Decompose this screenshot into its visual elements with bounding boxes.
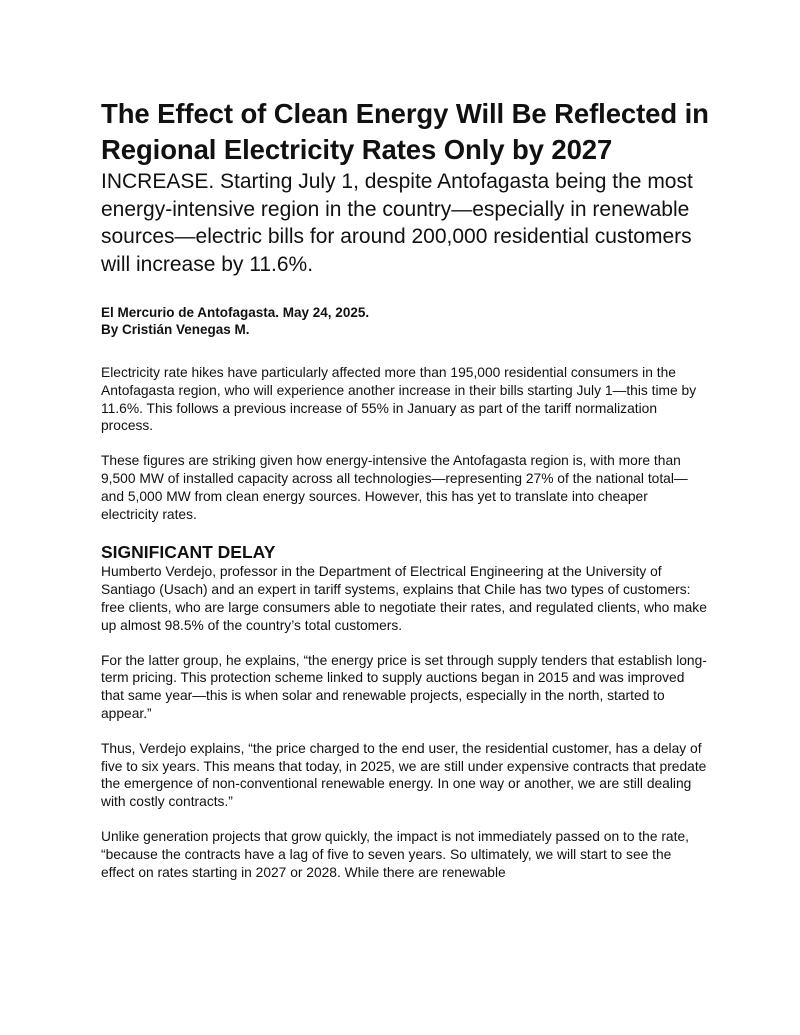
section-heading: SIGNIFICANT DELAY <box>101 542 276 563</box>
paragraph: For the latter group, he explains, “the energy price is set through supply tenders that establish long-term pricing. This protection scheme linked to supply auctions began in 2015 and was improved that same year—this is when solar and renewable projects, especially in the north, started to appear.” <box>101 652 707 721</box>
article-meta <box>101 304 713 338</box>
paragraph: Unlike generation projects that grow quickly, the impact is not immediately passed on to the rate, “because the contracts have a lag of five to seven years. So ultimately, we will start to see the effect on rates starting in 2027 or 2028. While there are renewable <box>101 828 689 880</box>
paragraph: Thus, Verdejo explains, “the price charged to the end user, the residential customer, has a delay of five to six years. This means that today, in 2025, we are still under expensive contracts that predate the emergence of non-conventional renewable energy. In one way or another, we are still dealing with costly contracts.” <box>101 740 707 810</box>
byline: By Cristián Venegas M. <box>101 322 250 337</box>
source-line: El Mercurio de Antofagasta. May 24, 2025. <box>101 305 370 320</box>
article-title: The Effect of Clean Energy Will Be Reflected in Regional Electricity Rates Only by 2027 <box>101 98 709 165</box>
article <box>101 96 713 881</box>
paragraph: Electricity rate hikes have particularly affected more than 195,000 residential consumers in the Antofagasta region, who will experience another increase in their bills starting July 1—this time by 11.6%. This follows a previous increase of 55% in January as part of the tariff normalization process. <box>101 365 697 434</box>
article-subtitle: INCREASE. Starting July 1, despite Antofagasta being the most energy-intensive region in the country—especially in renewable sources—electric bills for around 200,000 residential customers will increase by 11.6%. <box>101 170 693 276</box>
paragraph: These figures are striking given how energy-intensive the Antofagasta region is, with more than 9,500 MW of installed capacity across all technologies—representing 27% of the national total—and 5,000 MW from clean energy sources. However, this has yet to translate into cheaper electricity rates. <box>101 453 688 522</box>
paragraph: Humberto Verdejo, professor in the Department of Electrical Engineering at the University of Santiago (Usach) and an expert in tariff systems, explains that Chile has two types of customers: free clients, who are large consumers able to negotiate their rates, and regulated clients, who make up almost 98.5% of the country’s total customers. <box>101 564 707 633</box>
